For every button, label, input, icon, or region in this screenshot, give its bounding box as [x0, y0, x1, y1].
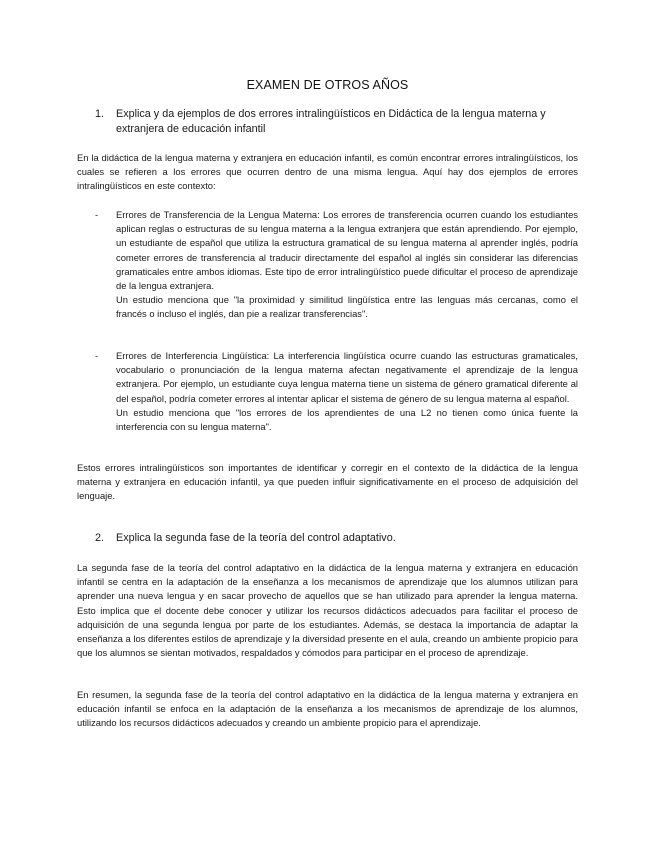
bullet-quote: Un estudio menciona que "la proximidad y similitud lingüística entre las lenguas más cercanas, como el francés o incluso el inglés, dan pie a realizar transferencias". — [116, 294, 578, 320]
bullet-item — [95, 208, 578, 322]
bullet-quote: Un estudio menciona que "los errores de los aprendientes de una L2 no tienen como única fuente la interferencia con su lengua materna". — [116, 406, 578, 433]
question-number: 2. — [95, 532, 105, 544]
question-text: Explica la segunda fase de la teoría del control adaptativo. — [116, 532, 396, 544]
bullet-text: Errores de Interferencia Lingüística: La interferencia lingüística ocurre cuando las estructuras gramaticales, vocabulario o pronunciación de la lengua materna afectan negativamente el aprendizaje de la lengua extranjera. Por ejemplo, un estudiante cuya lengua materna tiene un sistema de género gramatical diferente al del español, podría cometer errores al intentar aplicar el sistema de género de su lengua materna al español. — [116, 350, 578, 404]
question-2-body: La segunda fase de la teoría del control adaptativo en la didáctica de la lengua materna y extranjera en educación infantil se centra en la adaptación de la enseñanza a los mecanismos de aprendizaje que los alumnos utilizan para aprender una nueva lengua y en sacar provecho de aquellos que se han utilizado para aprender la lengua materna. Esto implica que el docente debe conocer y utilizar los recursos didácticos adecuados para facilitar el proceso de adquisición de una segunda lengua por parte de los estudiantes. Además, se destaca la importancia de adaptar la enseñanza a los diferentes estilos de aprendizaje y la diversidad presente en el aula, creando un ambiente propicio para que los alumnos se sientan motivados, respaldados y cómodos para participar en el proceso de aprendizaje. — [77, 562, 578, 659]
question-1-conclusion: Estos errores intralingüísticos son importantes de identificar y corregir en el contexto de la didáctica de la lengua materna y extranjera en educación infantil, ya que pueden influir significativamente en el proceso de adquisición del lenguaje. — [77, 462, 578, 502]
bullet-item — [95, 349, 578, 434]
page-title: EXAMEN DE OTROS AÑOS — [246, 78, 409, 92]
bullet-marker: - — [95, 209, 99, 220]
question-2-summary: En resumen, la segunda fase de la teoría del control adaptativo en la didáctica de la lengua materna y extranjera en educación infantil se enfoca en la adaptación de la enseñanza a los mecanismos de aprendizaje de los alumnos, utilizando los recursos didácticos adecuados y creando un ambiente propicio para el aprendizaje. — [77, 689, 578, 729]
bullet-text: Errores de Transferencia de la Lengua Materna: Los errores de transferencia ocurren cuando los estudiantes aplican reglas o estructuras de su lengua materna a la lengua extranjera que están aprendiendo. Por ejemplo, un estudiante de español que utiliza la estructura gramatical de su lengua materna al aprender inglés, podría cometer errores de transferencia al traducir directamente del español al inglés sin considerar las diferencias gramaticales entre ambos idiomas. Este tipo de error intralingüístico puede dificultar el proceso de aprendizaje de la lengua extranjera. — [116, 209, 578, 292]
question-1-intro: En la didáctica de la lengua materna y extranjera en educación infantil, es común encontrar errores intralingüísticos, los cuales se refieren a los errores que ocurren dentro de una misma lengua. Aquí hay dos ejemplos de errores intralingüísticos en este contexto: — [77, 152, 578, 192]
question-number: 1. — [95, 108, 105, 120]
question-2-heading — [95, 531, 595, 546]
question-1-heading — [95, 107, 595, 137]
question-text: Explica y da ejemplos de dos errores intralingüísticos en Didáctica de la lengua materna y extranjera de educación infantil — [116, 108, 546, 135]
bullet-marker: - — [95, 350, 99, 361]
